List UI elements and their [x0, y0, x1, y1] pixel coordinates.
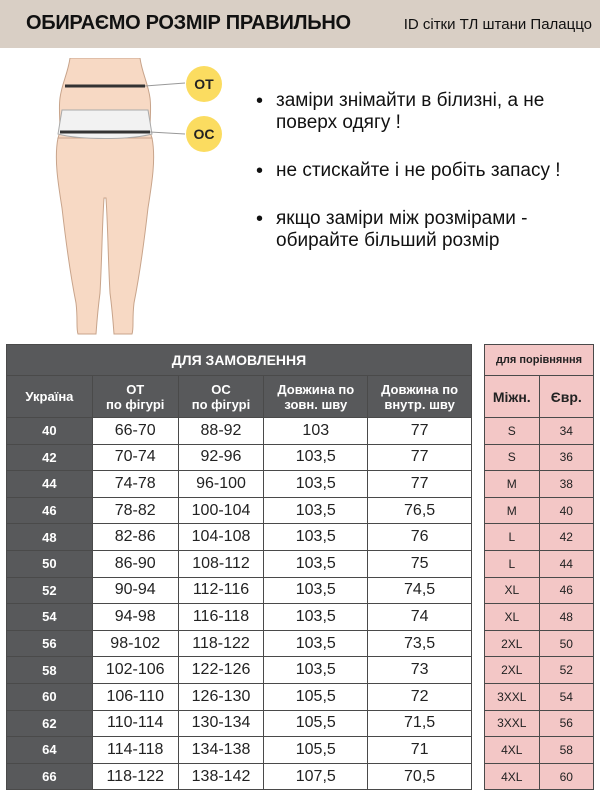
table-cell: 70,5: [368, 763, 472, 790]
table-cell: 2XL: [485, 630, 540, 657]
table-cell: 34: [539, 418, 593, 445]
table-row: [485, 683, 594, 710]
table-cell: 71,5: [368, 710, 472, 737]
column-header-hips: ОС по фігурі: [178, 376, 264, 418]
table-cell: 38: [539, 471, 593, 498]
table-cell: 78-82: [92, 497, 178, 524]
table-cell: 106-110: [92, 683, 178, 710]
order-size-table: [6, 344, 472, 790]
table-cell: 66: [7, 763, 93, 790]
column-header-international: Міжн.: [485, 376, 540, 418]
table-cell: 36: [539, 444, 593, 471]
chart-id-label: ID сітки ТЛ штани Палаццо: [403, 16, 592, 33]
table-row: [485, 444, 594, 471]
table-cell: 103,5: [264, 524, 368, 551]
table-cell: S: [485, 444, 540, 471]
tip-item: • заміри знімайти в білизні, а не поверх одягу !: [254, 90, 584, 134]
table-cell: 103,5: [264, 630, 368, 657]
column-header-ukraine: Україна: [7, 376, 93, 418]
table-cell: 76: [368, 524, 472, 551]
column-header-inseam: Довжина по внутр. шву: [368, 376, 472, 418]
table-cell: 3XXL: [485, 683, 540, 710]
table-row: [7, 497, 472, 524]
table-cell: 44: [539, 550, 593, 577]
header-banner: [0, 0, 600, 48]
column-header-outseam: Довжина по зовн. шву: [264, 376, 368, 418]
table-cell: 76,5: [368, 497, 472, 524]
table-cell: 77: [368, 471, 472, 498]
table-row: [7, 577, 472, 604]
table-cell: XL: [485, 604, 540, 631]
order-table-caption: ДЛЯ ЗАМОВЛЕННЯ: [7, 345, 472, 376]
table-cell: 62: [7, 710, 93, 737]
table-cell: 72: [368, 683, 472, 710]
table-row: [7, 763, 472, 790]
hips-badge: ОС: [186, 116, 222, 152]
table-row: [7, 683, 472, 710]
table-row: [485, 657, 594, 684]
tip-item: • якщо заміри між розмірами - обирайте більший розмір: [254, 208, 584, 252]
table-cell: 40: [539, 497, 593, 524]
table-cell: 130-134: [178, 710, 264, 737]
table-cell: 114-118: [92, 737, 178, 764]
table-row: [7, 550, 472, 577]
table-cell: 112-116: [178, 577, 264, 604]
table-row: [485, 550, 594, 577]
table-row: [7, 737, 472, 764]
table-cell: 48: [539, 604, 593, 631]
table-row: [485, 471, 594, 498]
table-row: [7, 418, 472, 445]
table-cell: M: [485, 497, 540, 524]
table-cell: 96-100: [178, 471, 264, 498]
table-cell: 56: [539, 710, 593, 737]
table-row: [485, 710, 594, 737]
comparison-size-table: [484, 344, 594, 790]
table-cell: 118-122: [178, 630, 264, 657]
measurement-tips: [254, 90, 584, 278]
table-row: [485, 418, 594, 445]
table-cell: 2XL: [485, 657, 540, 684]
table-row: [485, 577, 594, 604]
table-cell: 103,5: [264, 550, 368, 577]
table-cell: M: [485, 471, 540, 498]
table-cell: L: [485, 550, 540, 577]
table-cell: 60: [539, 763, 593, 790]
table-row: [485, 604, 594, 631]
table-cell: 126-130: [178, 683, 264, 710]
table-cell: 77: [368, 418, 472, 445]
table-cell: 46: [539, 577, 593, 604]
table-cell: 92-96: [178, 444, 264, 471]
table-cell: 60: [7, 683, 93, 710]
table-cell: 4XL: [485, 763, 540, 790]
table-cell: 86-90: [92, 550, 178, 577]
waist-badge: ОТ: [186, 66, 222, 102]
table-cell: 122-126: [178, 657, 264, 684]
table-cell: 3XXL: [485, 710, 540, 737]
table-cell: 110-114: [92, 710, 178, 737]
column-header-european: Євр.: [539, 376, 593, 418]
table-cell: 4XL: [485, 737, 540, 764]
table-cell: 40: [7, 418, 93, 445]
table-cell: 104-108: [178, 524, 264, 551]
table-cell: 70-74: [92, 444, 178, 471]
compare-table-caption: для порівняння: [485, 345, 594, 376]
table-cell: 77: [368, 444, 472, 471]
page-title: ОБИРАЄМО РОЗМІР ПРАВИЛЬНО: [26, 12, 351, 34]
table-row: [485, 497, 594, 524]
table-cell: 44: [7, 471, 93, 498]
table-cell: 50: [539, 630, 593, 657]
table-row: [7, 444, 472, 471]
table-cell: 103,5: [264, 444, 368, 471]
table-cell: 58: [7, 657, 93, 684]
table-cell: 90-94: [92, 577, 178, 604]
table-cell: 74: [368, 604, 472, 631]
table-cell: 46: [7, 497, 93, 524]
body-measurement-figure: [40, 58, 240, 338]
table-cell: 52: [7, 577, 93, 604]
table-cell: 42: [539, 524, 593, 551]
table-cell: 82-86: [92, 524, 178, 551]
table-cell: 74-78: [92, 471, 178, 498]
table-cell: 66-70: [92, 418, 178, 445]
column-header-waist: ОТ по фігурі: [92, 376, 178, 418]
table-cell: 105,5: [264, 737, 368, 764]
table-row: [7, 630, 472, 657]
table-cell: 54: [539, 683, 593, 710]
table-cell: 50: [7, 550, 93, 577]
table-cell: 88-92: [178, 418, 264, 445]
table-cell: 52: [539, 657, 593, 684]
table-cell: 103,5: [264, 657, 368, 684]
table-row: [7, 710, 472, 737]
table-cell: 103,5: [264, 577, 368, 604]
table-cell: 103,5: [264, 604, 368, 631]
table-cell: 108-112: [178, 550, 264, 577]
table-row: [7, 471, 472, 498]
table-row: [485, 630, 594, 657]
table-cell: 54: [7, 604, 93, 631]
table-row: [485, 524, 594, 551]
table-cell: 48: [7, 524, 93, 551]
table-cell: 103,5: [264, 497, 368, 524]
table-cell: 98-102: [92, 630, 178, 657]
table-cell: 105,5: [264, 683, 368, 710]
table-row: [485, 737, 594, 764]
table-row: [7, 604, 472, 631]
table-cell: 64: [7, 737, 93, 764]
table-cell: 75: [368, 550, 472, 577]
table-cell: 103: [264, 418, 368, 445]
table-cell: XL: [485, 577, 540, 604]
table-cell: S: [485, 418, 540, 445]
table-row: [7, 657, 472, 684]
table-cell: 73: [368, 657, 472, 684]
table-cell: 71: [368, 737, 472, 764]
table-cell: 94-98: [92, 604, 178, 631]
table-row: [7, 524, 472, 551]
table-cell: 118-122: [92, 763, 178, 790]
order-table-body: [7, 418, 472, 790]
table-cell: 42: [7, 444, 93, 471]
table-cell: 107,5: [264, 763, 368, 790]
table-cell: 138-142: [178, 763, 264, 790]
table-cell: L: [485, 524, 540, 551]
table-cell: 74,5: [368, 577, 472, 604]
table-cell: 102-106: [92, 657, 178, 684]
table-cell: 134-138: [178, 737, 264, 764]
table-cell: 73,5: [368, 630, 472, 657]
table-cell: 103,5: [264, 471, 368, 498]
table-row: [485, 763, 594, 790]
tip-item: • не стискайте і не робіть запасу !: [254, 160, 584, 182]
table-cell: 56: [7, 630, 93, 657]
compare-table-body: [485, 418, 594, 790]
table-cell: 105,5: [264, 710, 368, 737]
table-cell: 58: [539, 737, 593, 764]
table-cell: 116-118: [178, 604, 264, 631]
table-cell: 100-104: [178, 497, 264, 524]
